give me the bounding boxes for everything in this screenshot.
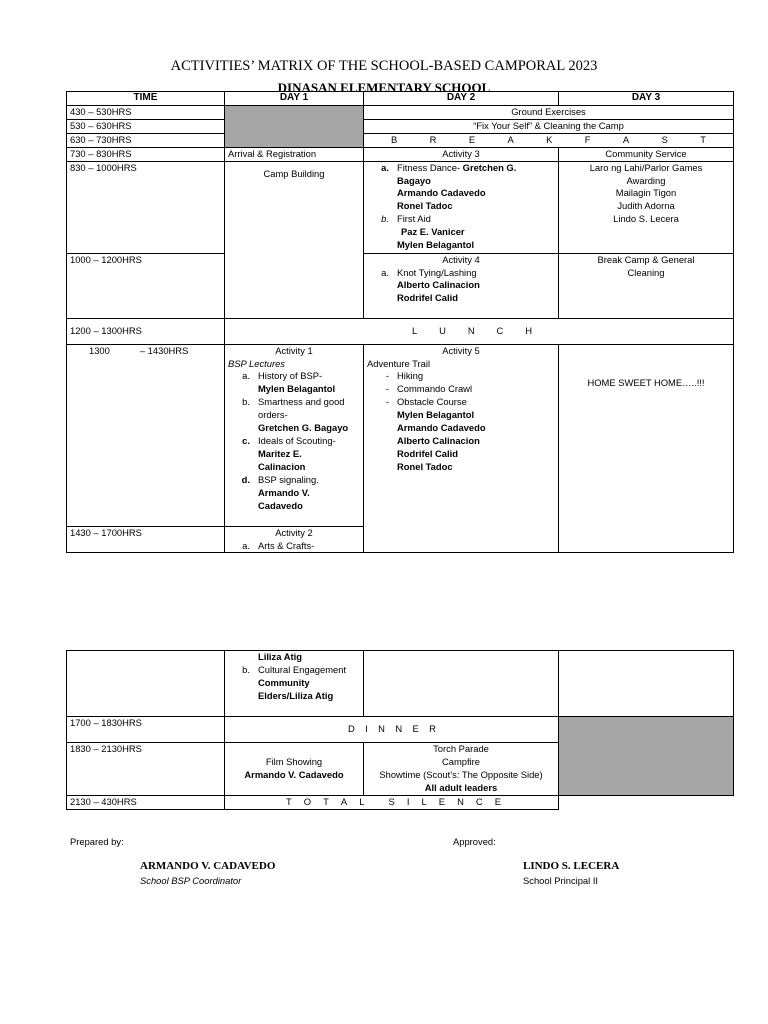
leader-name: Paz E. Vanicer <box>401 226 465 238</box>
letter: E <box>494 796 501 807</box>
activity1-heading: Activity 1 <box>275 344 313 356</box>
preparer-name: ARMANDO V. CADAVEDO <box>140 860 276 872</box>
activity1-cell <box>225 344 364 526</box>
col-header-time: TIME <box>67 92 225 106</box>
adventure-trail: Adventure Trail <box>367 357 431 369</box>
activity2-heading: Activity 2 <box>275 526 313 538</box>
activity5-cell <box>364 344 559 553</box>
activity3-heading: Activity 3 <box>364 147 559 161</box>
time-end: – 1430HRS <box>139 344 189 356</box>
leader-name: Gretchen G. Bagayo <box>258 422 349 434</box>
activity4-cell <box>364 253 559 318</box>
day3-item: Laro ng Lahi/Parlor Games <box>589 161 703 173</box>
activity-text: Fitness Dance- <box>397 161 461 173</box>
letter: T <box>700 133 706 145</box>
letter: D <box>348 723 355 735</box>
leader-name: All adult leaders <box>424 781 498 793</box>
leader-name: Rodrifel Calid <box>397 292 458 304</box>
empty-cell <box>559 651 734 717</box>
list-marker: b. <box>242 396 250 408</box>
list-marker: a. <box>381 266 389 278</box>
list-marker: a. <box>242 370 250 382</box>
letter: K <box>546 133 553 145</box>
activity-text: BSP signaling. <box>258 473 319 485</box>
time-cell: 2130 – 430HRS <box>67 796 225 810</box>
letter: N <box>457 796 464 807</box>
letter: F <box>584 133 591 145</box>
activity-text: History of BSP- <box>258 370 323 382</box>
activity-text: Arts & Crafts- <box>258 539 315 551</box>
preparer-role: School BSP Coordinator <box>140 875 242 886</box>
break-camp-line: Break Camp & General <box>597 253 695 265</box>
col-header-day3: DAY 3 <box>559 92 734 106</box>
letter: N <box>467 324 475 336</box>
leader-name: Mylen Belagantol <box>258 383 336 395</box>
shaded-cell <box>559 717 734 796</box>
col-header-day2: DAY 2 <box>364 92 559 106</box>
prepared-by-label: Prepared by: <box>70 836 124 847</box>
leader-name: Armando V. <box>258 486 310 498</box>
trail-item: Obstacle Course <box>397 396 467 408</box>
day3-item: Mailagin Tigon <box>615 187 677 199</box>
document-title: ACTIVITIES’ MATRIX OF THE SCHOOL-BASED CAMPORAL 2023 <box>170 58 598 74</box>
list-marker: - <box>385 396 389 408</box>
activity5-heading: Activity 5 <box>442 344 480 356</box>
letter: U <box>439 324 446 336</box>
activity-text: Knot Tying/Lashing <box>397 266 477 278</box>
leader-name: Armando Cadavedo <box>397 422 486 434</box>
home-cell <box>559 344 734 553</box>
leader-name: Alberto Calinacion <box>397 434 480 446</box>
ground-exercises: Ground Exercises <box>364 106 734 120</box>
leader-name: Rodrifel Calid <box>397 447 458 459</box>
letter: I <box>365 723 368 735</box>
time-cell: 430 – 530HRS <box>67 106 225 120</box>
breakfast-row <box>364 133 734 147</box>
fix-yourself: “Fix Your Self” & Cleaning the Camp <box>364 119 734 133</box>
list-marker: a. <box>381 161 389 173</box>
day3-morning-cell <box>559 161 734 253</box>
leader-name: Ronel Tadoc <box>397 460 453 472</box>
activity-text: First Aid <box>397 213 431 225</box>
break-camp-cell <box>559 253 734 318</box>
leader-name: Maritez E. <box>258 447 302 459</box>
time-cell: 830 – 1000HRS <box>67 161 225 253</box>
letter: B <box>391 133 398 145</box>
home-sweet-home: HOME SWEET HOME…..!!! <box>587 376 705 388</box>
list-marker: - <box>385 383 389 395</box>
schedule-table-page1 <box>66 91 734 553</box>
time-cell-empty <box>67 651 225 717</box>
list-marker: d. <box>241 473 250 485</box>
activity-text: orders- <box>258 409 288 421</box>
time-cell-1300 <box>67 344 225 526</box>
letter: H <box>525 324 532 336</box>
col-header-day1: DAY 1 <box>225 92 364 106</box>
activity-text: Ideals of Scouting- <box>258 434 336 446</box>
lunch-row <box>225 318 734 344</box>
letter: L <box>412 324 418 336</box>
letter: I <box>406 796 410 807</box>
time-cell: 630 – 730HRS <box>67 133 225 147</box>
letter: T <box>323 796 329 807</box>
letter: E <box>412 723 419 735</box>
activity2-continued <box>225 651 364 717</box>
torch-item: Torch Parade <box>433 743 489 754</box>
community-service: Community Service <box>559 147 734 161</box>
empty-cell <box>364 651 559 717</box>
activity2-cell <box>225 526 364 553</box>
letter: O <box>303 796 312 807</box>
letter: N <box>395 723 403 735</box>
leader-name: Mylen Belagantol <box>397 239 475 251</box>
silence-row <box>225 796 559 810</box>
break-camp-line: Cleaning <box>627 266 665 278</box>
arrival-cell: Arrival & Registration <box>225 147 364 161</box>
leader-name: Alberto Calinacion <box>397 279 480 291</box>
activity-text: Smartness and good <box>258 396 345 408</box>
approver-role: School Principal II <box>523 875 599 886</box>
approver-name: LINDO S. LECERA <box>523 860 620 872</box>
letter: E <box>468 133 476 145</box>
approved-label: Approved: <box>453 836 496 847</box>
letter: S <box>388 796 395 807</box>
letter: A <box>622 133 630 145</box>
letter: C <box>496 324 504 336</box>
list-marker: c. <box>242 434 250 446</box>
leader-name: Community <box>258 676 310 688</box>
leader-name: Cadavedo <box>258 499 303 511</box>
list-marker: - <box>385 370 389 382</box>
trail-item: Commando Crawl <box>397 383 473 395</box>
letter: C <box>475 796 483 807</box>
schedule-table-page2 <box>66 650 734 810</box>
camp-building-cell <box>225 161 364 318</box>
time-cell: 1830 – 2130HRS <box>67 743 225 796</box>
camp-building: Camp Building <box>263 167 325 179</box>
school-name: DINASAN ELEMENTARY SCHOOL <box>277 81 491 92</box>
leader-name: Armando V. Cadavedo <box>244 768 344 780</box>
leader-name: Mylen Belagantol <box>397 409 475 421</box>
letter: T <box>286 796 292 807</box>
letter: A <box>340 796 348 807</box>
time-cell: 530 – 630HRS <box>67 119 225 133</box>
letter: R <box>429 723 436 735</box>
torch-cell <box>364 743 559 796</box>
activity4-heading: Activity 4 <box>442 253 480 265</box>
shaded-cell <box>225 106 364 148</box>
activity3-cell <box>364 161 559 253</box>
leader-name: Bagayo <box>397 174 431 186</box>
time-cell: 1000 – 1200HRS <box>67 253 225 318</box>
day3-item: Judith Adorna <box>617 200 675 212</box>
torch-item: Campfire <box>441 755 481 767</box>
film-cell <box>225 743 364 796</box>
leader-name: Gretchen G. <box>462 161 517 173</box>
list-marker: a. <box>242 539 250 551</box>
time-cell: 1700 – 1830HRS <box>67 717 225 743</box>
list-marker: b. <box>381 213 389 225</box>
film-showing: Film Showing <box>265 756 323 767</box>
leader-name: Ronel Tadoc <box>397 200 453 212</box>
time-cell: 730 – 830HRS <box>67 147 225 161</box>
activity-text: Cultural Engagement <box>258 663 347 675</box>
letter: L <box>421 796 427 807</box>
time-start: 1300 <box>89 344 110 356</box>
leader-name: Calinacion <box>258 460 306 472</box>
letter: N <box>378 723 385 735</box>
time-cell: 1200 – 1300HRS <box>67 318 225 344</box>
letter: A <box>507 133 514 145</box>
letter: E <box>438 796 446 807</box>
trail-item: Hiking <box>397 370 424 382</box>
letter: L <box>359 796 365 807</box>
leader-name: Elders/Liliza Atig <box>258 689 334 701</box>
leader-name: Liliza Atig <box>258 651 302 662</box>
letter: R <box>429 133 437 145</box>
time-cell: 1430 – 1700HRS <box>67 526 225 553</box>
letter: S <box>661 133 668 145</box>
torch-item: Showtime (Scout’s: The Opposite Side) <box>379 768 543 780</box>
list-marker: b. <box>242 663 250 675</box>
leader-name: Armando Cadavedo <box>397 187 486 199</box>
day3-item: Awarding <box>626 174 666 186</box>
bsp-lectures: BSP Lectures <box>228 357 285 369</box>
day3-item: Lindo S. Lecera <box>613 213 679 225</box>
dinner-row <box>225 717 559 743</box>
